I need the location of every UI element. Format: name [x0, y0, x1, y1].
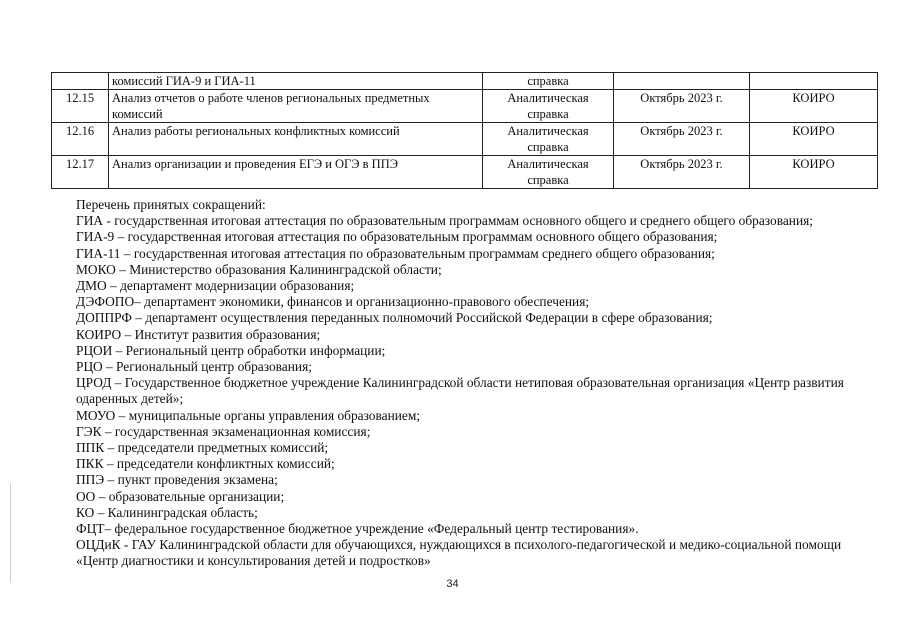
abbreviation-item: ДЭФОПО– департамент экономики, финансов и организационно-правового обеспечения; [76, 294, 590, 310]
activity-name: Анализ отчетов о работе членов региональных предметных комиссий [109, 90, 483, 123]
abbreviation-item: ППК – председатели предметных комиссий; [76, 440, 329, 456]
row-number: 12.16 [52, 123, 109, 156]
abbreviation-item: МОУО – муниципальные органы управления образованием; [76, 407, 421, 423]
abbreviation-item: КОИРО – Институт развития образования; [76, 326, 321, 342]
deadline: Октябрь 2023 г. [614, 156, 750, 189]
activity-name: комиссий ГИА-9 и ГИА-11 [109, 73, 483, 90]
abbreviation-item: ГИА-11 – государственная итоговая аттестация по образовательным программам среднего общего образования; [76, 245, 715, 261]
row-number [52, 73, 109, 90]
abbreviation-item: МОКО – Министерство образования Калининградской области; [76, 261, 442, 277]
abbreviation-item: ПКК – председатели конфликтных комиссий; [76, 456, 335, 472]
abbreviation-item: ППЭ – пункт проведения экзамена; [76, 472, 278, 488]
activity-name: Анализ работы региональных конфликтных комиссий [109, 123, 483, 156]
table-row [52, 90, 878, 123]
abbreviation-item: ФЦТ– федеральное государственное бюджетное учреждение «Федеральный центр тестирования». [76, 521, 639, 537]
abbreviation-item: ГИА-9 – государственная итоговая аттестация по образовательным программам основного общего образования; [76, 229, 718, 245]
abbreviation-item: ДМО – департамент модернизации образования; [76, 278, 355, 294]
document-type: Аналитическая справка [483, 123, 614, 156]
document-type: Аналитическая справка [483, 156, 614, 189]
abbreviation-item: РЦО – Региональный центр образования; [76, 359, 312, 375]
scan-artifact-line [10, 483, 11, 583]
row-number: 12.17 [52, 156, 109, 189]
responsible: КОИРО [750, 156, 878, 189]
abbreviations-heading: Перечень принятых сокращений: [76, 197, 266, 212]
deadline [614, 73, 750, 90]
deadline: Октябрь 2023 г. [614, 90, 750, 123]
abbreviation-item: ЦРОД – Государственное бюджетное учреждение Калининградской области нетиповая образовательная организация «Центр развития одаренных детей»; [76, 375, 844, 407]
abbreviation-item: ГЭК – государственная экзаменационная комиссия; [76, 423, 371, 439]
responsible: КОИРО [750, 90, 878, 123]
table-row [52, 123, 878, 156]
abbreviation-item: РЦОИ – Региональный центр обработки информации; [76, 342, 386, 358]
deadline: Октябрь 2023 г. [614, 123, 750, 156]
document-type: справка [483, 73, 614, 90]
document-type: Аналитическая справка [483, 90, 614, 123]
table-row [52, 73, 878, 90]
abbreviation-item: КО – Калининградская область; [76, 504, 258, 520]
abbreviation-item: ДОППРФ – департамент осуществления переданных полномочий Российской Федерации в сфере образования; [76, 310, 713, 326]
table-row [52, 156, 878, 189]
plan-table [51, 72, 878, 189]
row-number: 12.15 [52, 90, 109, 123]
abbreviations-list [76, 197, 866, 570]
activity-name: Анализ организации и проведения ЕГЭ и ОГЭ в ППЭ [109, 156, 483, 189]
responsible: КОИРО [750, 123, 878, 156]
abbreviation-item: ОЦДиК - ГАУ Калининградской области для обучающихся, нуждающихся в психолого-педагогической и медико-социальной помощи «Центр диагностики и консультирования детей и подростков» [76, 537, 842, 569]
page-number: 34 [446, 578, 459, 590]
abbreviation-item: ГИА - государственная итоговая аттестация по образовательным программам основного общего и среднего общего образования; [76, 213, 813, 229]
abbreviation-item: ОО – образовательные организации; [76, 488, 285, 504]
responsible [750, 73, 878, 90]
